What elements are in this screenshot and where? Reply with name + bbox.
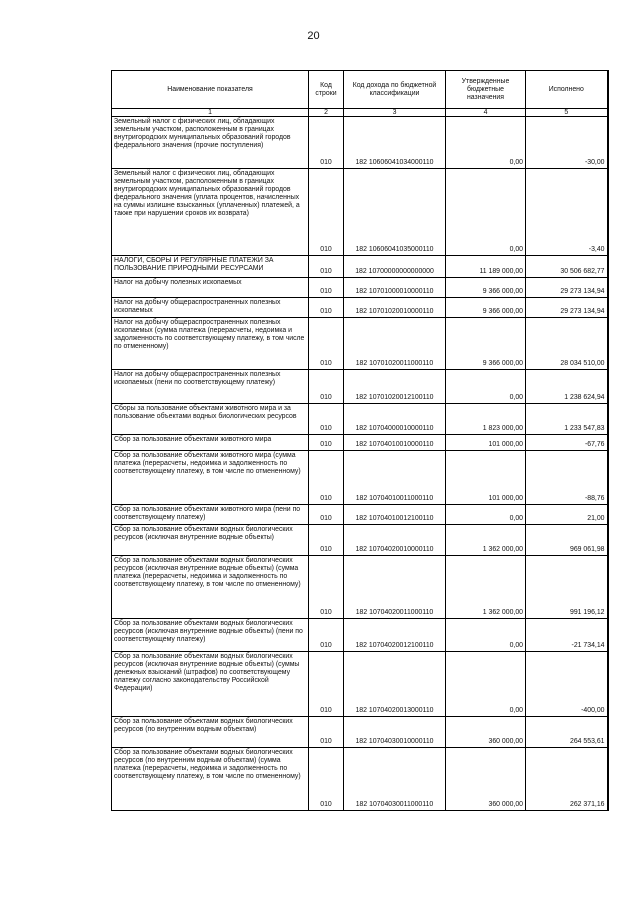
row-line-code: 010 (309, 278, 344, 298)
header-approved: Утвержденные бюджетные назначения (446, 71, 526, 109)
row-approved-amount: 0,00 (446, 117, 526, 169)
column-number-row (112, 109, 608, 117)
row-executed-amount: 262 371,16 (526, 748, 608, 811)
row-executed-amount: 969 061,98 (526, 525, 608, 556)
table-row (112, 169, 608, 256)
row-name: Сбор за пользование объектами водных биологических ресурсов (исключая внутренние водные объекты) (пени по соответствующему платежу) (112, 619, 309, 652)
row-approved-amount: 1 823 000,00 (446, 404, 526, 435)
row-line-code: 010 (309, 556, 344, 619)
table-body (112, 117, 608, 811)
row-name: Налог на добычу полезных ископаемых (112, 278, 309, 298)
row-line-code: 010 (309, 748, 344, 811)
row-revenue-code: 182 10704020010000110 (344, 525, 446, 556)
table-row (112, 298, 608, 318)
row-executed-amount: 1 238 624,94 (526, 370, 608, 404)
row-line-code: 010 (309, 525, 344, 556)
table-row (112, 278, 608, 298)
header-line-code: Код строки (309, 71, 344, 109)
row-revenue-code: 182 10704030010000110 (344, 717, 446, 748)
table-row (112, 256, 608, 278)
table-header-row (112, 71, 608, 109)
table-row (112, 619, 608, 652)
row-line-code: 010 (309, 451, 344, 505)
row-executed-amount: 29 273 134,94 (526, 298, 608, 318)
row-revenue-code: 182 10701020012100110 (344, 370, 446, 404)
header-executed: Исполнено (526, 71, 608, 109)
row-name: Сбор за пользование объектами животного мира (112, 435, 309, 451)
table-row (112, 435, 608, 451)
table-row (112, 748, 608, 811)
row-name: Сбор за пользование объектами животного мира (пени по соответствующему платежу) (112, 505, 309, 525)
row-executed-amount: 28 034 510,00 (526, 318, 608, 370)
column-number: 4 (446, 109, 526, 117)
row-line-code: 010 (309, 619, 344, 652)
row-approved-amount: 101 000,00 (446, 435, 526, 451)
row-executed-amount: -21 734,14 (526, 619, 608, 652)
row-line-code: 010 (309, 298, 344, 318)
row-approved-amount: 9 366 000,00 (446, 278, 526, 298)
budget-execution-table (111, 70, 609, 811)
row-revenue-code: 182 10701020010000110 (344, 298, 446, 318)
row-name: Налог на добычу общераспространенных полезных ископаемых (112, 298, 309, 318)
row-executed-amount: 30 506 682,77 (526, 256, 608, 278)
row-approved-amount: 0,00 (446, 169, 526, 256)
column-number: 2 (309, 109, 344, 117)
row-line-code: 010 (309, 505, 344, 525)
row-executed-amount: -88,76 (526, 451, 608, 505)
table-row (112, 451, 608, 505)
row-name: Земельный налог с физических лиц, обладающих земельным участком, расположенным в границах внутригородских муниципальных образований городов федерального значения (прочие поступления) (112, 117, 309, 169)
row-name: Сбор за пользование объектами водных биологических ресурсов (по внутренним водным объектам) (112, 717, 309, 748)
row-approved-amount: 11 189 000,00 (446, 256, 526, 278)
row-approved-amount: 0,00 (446, 652, 526, 717)
row-executed-amount: 29 273 134,94 (526, 278, 608, 298)
page-number: 20 (307, 30, 320, 42)
row-revenue-code: 182 10700000000000000 (344, 256, 446, 278)
table-row (112, 404, 608, 435)
row-approved-amount: 0,00 (446, 505, 526, 525)
column-number: 3 (344, 109, 446, 117)
row-name: Налог на добычу общераспространенных полезных ископаемых (сумма платежа (перерасчеты, недоимка и задолженность по соответствующему платежу, в том числе по отмененному) (112, 318, 309, 370)
row-executed-amount: -30,00 (526, 117, 608, 169)
header-revenue-code: Код дохода по бюджетной классификации (344, 71, 446, 109)
row-line-code: 010 (309, 717, 344, 748)
row-revenue-code: 182 10704000010000110 (344, 404, 446, 435)
row-name: Сбор за пользование объектами водных биологических ресурсов (исключая внутренние водные объекты) (суммы денежных взысканий (штрафов) по соответствующему платежу согласно законодательству Российской Федерации) (112, 652, 309, 717)
row-executed-amount: 21,00 (526, 505, 608, 525)
row-executed-amount: 264 553,61 (526, 717, 608, 748)
row-line-code: 010 (309, 370, 344, 404)
row-revenue-code: 182 10704010012100110 (344, 505, 446, 525)
row-revenue-code: 182 10704030011000110 (344, 748, 446, 811)
row-executed-amount: 1 233 547,83 (526, 404, 608, 435)
column-number: 5 (526, 109, 608, 117)
column-number: 1 (112, 109, 309, 117)
row-revenue-code: 182 10704010011000110 (344, 451, 446, 505)
row-revenue-code: 182 10704010010000110 (344, 435, 446, 451)
row-line-code: 010 (309, 256, 344, 278)
row-revenue-code: 182 10704020011000110 (344, 556, 446, 619)
row-approved-amount: 0,00 (446, 619, 526, 652)
row-executed-amount: -3,40 (526, 169, 608, 256)
row-approved-amount: 101 000,00 (446, 451, 526, 505)
table-row (112, 117, 608, 169)
row-name: Сбор за пользование объектами водных биологических ресурсов (исключая внутренние водные объекты) (сумма платежа (перерасчеты, недоимка и задолженность по соответствующему платежу, в том числе по отмененному) (112, 556, 309, 619)
table-row (112, 717, 608, 748)
row-line-code: 010 (309, 169, 344, 256)
row-executed-amount: -400,00 (526, 652, 608, 717)
row-approved-amount: 9 366 000,00 (446, 298, 526, 318)
row-name: Сбор за пользование объектами водных биологических ресурсов (по внутренним водным объектам) (сумма платежа (перерасчеты, недоимка и задолженность по соответствующему платежу, в том числе по отмененному) (112, 748, 309, 811)
row-approved-amount: 1 362 000,00 (446, 525, 526, 556)
row-approved-amount: 0,00 (446, 370, 526, 404)
row-revenue-code: 182 10701000010000110 (344, 278, 446, 298)
row-revenue-code: 182 10606041035000110 (344, 169, 446, 256)
row-name: НАЛОГИ, СБОРЫ И РЕГУЛЯРНЫЕ ПЛАТЕЖИ ЗА ПОЛЬЗОВАНИЕ ПРИРОДНЫМИ РЕСУРСАМИ (112, 256, 309, 278)
table-row (112, 370, 608, 404)
header-indicator-name: Наименование показателя (112, 71, 309, 109)
row-approved-amount: 1 362 000,00 (446, 556, 526, 619)
row-approved-amount: 360 000,00 (446, 748, 526, 811)
row-revenue-code: 182 10701020011000110 (344, 318, 446, 370)
row-executed-amount: 991 196,12 (526, 556, 608, 619)
table-row (112, 505, 608, 525)
row-line-code: 010 (309, 117, 344, 169)
row-name: Сборы за пользование объектами животного мира и за пользование объектами водных биологических ресурсов (112, 404, 309, 435)
table-row (112, 318, 608, 370)
row-revenue-code: 182 10606041034000110 (344, 117, 446, 169)
row-revenue-code: 182 10704020012100110 (344, 619, 446, 652)
row-line-code: 010 (309, 318, 344, 370)
row-executed-amount: -67,76 (526, 435, 608, 451)
row-name: Сбор за пользование объектами водных биологических ресурсов (исключая внутренние водные объекты) (112, 525, 309, 556)
row-name: Земельный налог с физических лиц, обладающих земельным участком, расположенным в границах внутригородских муниципальных образований городов федерального значения (уплата процентов, начисленных на суммы излишне взысканных (уплаченных) платежей, а также при нарушении сроков их возврата) (112, 169, 309, 256)
row-revenue-code: 182 10704020013000110 (344, 652, 446, 717)
row-name: Сбор за пользование объектами животного мира (сумма платежа (перерасчеты, недоимка и задолженность по соответствующему платежу, в том числе по отмененному) (112, 451, 309, 505)
row-name: Налог на добычу общераспространенных полезных ископаемых (пени по соответствующему платежу) (112, 370, 309, 404)
table-row (112, 525, 608, 556)
row-approved-amount: 360 000,00 (446, 717, 526, 748)
table-row (112, 556, 608, 619)
row-line-code: 010 (309, 435, 344, 451)
row-line-code: 010 (309, 652, 344, 717)
row-line-code: 010 (309, 404, 344, 435)
row-approved-amount: 9 366 000,00 (446, 318, 526, 370)
table-row (112, 652, 608, 717)
